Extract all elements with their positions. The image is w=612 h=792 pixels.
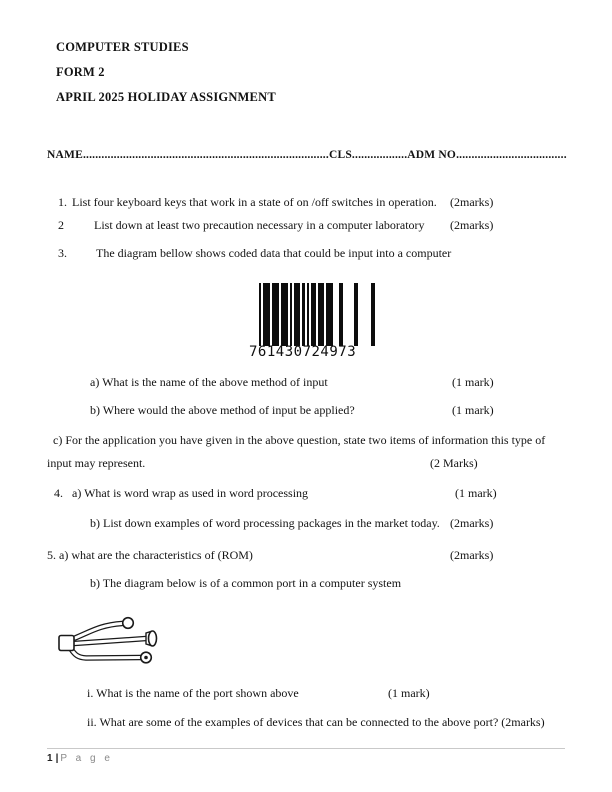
marks-label: (2marks) [450, 548, 494, 562]
assignment-title: APRIL 2025 HOLIDAY ASSIGNMENT [56, 90, 276, 104]
page-number: 1 [47, 753, 53, 764]
question-text: 5. a) what are the characteristics of (ROM) [47, 548, 253, 562]
question-3b [0, 403, 612, 419]
port-diagram-figure [52, 604, 212, 678]
question-5b [0, 576, 612, 592]
question-text: input may represent. [47, 456, 146, 470]
question-1 [0, 195, 612, 211]
adm-label: ADM NO [407, 149, 457, 161]
question-text: The diagram bellow shows coded data that could be input into a computer [96, 246, 452, 260]
question-text: ii. What are some of the examples of devices that can be connected to the above port? [87, 715, 499, 729]
marks-label: (2marks) [450, 516, 494, 530]
question-text: b) Where would the above method of input be applied? [90, 403, 355, 417]
marks-label: (2marks) [450, 218, 494, 232]
question-number: 2 [58, 218, 64, 232]
marks-label: (2 Marks) [430, 456, 478, 470]
question-number: 3. [58, 246, 67, 260]
question-2 [0, 218, 612, 234]
footer-divider [47, 748, 565, 749]
ps2-splitter-port-sketch [52, 604, 212, 678]
question-3c-line2 [0, 456, 612, 472]
marks-label: (2marks) [450, 195, 494, 209]
question-number: 1. [58, 195, 67, 209]
question-3 [0, 246, 612, 262]
question-text: List four keyboard keys that work in a state of on /off switches in operation. [72, 195, 437, 209]
footer-separator: | [55, 753, 59, 764]
question-3a [0, 375, 612, 391]
question-5a [0, 548, 612, 564]
name-label: NAME [47, 149, 83, 161]
form-level: FORM 2 [56, 65, 105, 79]
adm-blank: .................................... [456, 149, 567, 161]
question-4b [0, 516, 612, 532]
barcode-figure [257, 283, 377, 346]
class-blank: .................. [351, 149, 408, 161]
class-label: CLS [328, 149, 352, 161]
question-number: 4. [54, 486, 63, 500]
course-title: COMPUTER STUDIES [56, 40, 189, 54]
question-text: i. What is the name of the port shown above [87, 686, 299, 700]
question-text: a) What is word wrap as used in word processing [72, 486, 309, 500]
question-4a [0, 486, 612, 502]
question-text: b) List down examples of word processing packages in the market today. [90, 516, 440, 530]
student-info-line [0, 149, 612, 165]
question-text: a) What is the name of the above method of input [90, 375, 328, 389]
question-5b-ii [0, 715, 612, 731]
marks-label: (1 mark) [452, 375, 494, 389]
barcode-number: 761430724973 [249, 344, 357, 360]
header-block [0, 40, 612, 56]
marks-label: (1 mark) [455, 486, 497, 500]
barcode-bars [257, 283, 377, 346]
marks-label: (1 mark) [388, 686, 430, 700]
page-label: P a g e [60, 753, 113, 764]
question-text: c) For the application you have given in the above question, state two items of information this type of [53, 433, 546, 447]
question-5b-i [0, 686, 612, 702]
question-3c-line1 [0, 433, 612, 449]
name-blank: ................................................................................ [82, 149, 329, 161]
page-footer [47, 753, 113, 764]
marks-label: (1 mark) [452, 403, 494, 417]
question-text: List down at least two precaution necessary in a computer laboratory [94, 218, 425, 232]
marks-label: (2marks) [501, 715, 545, 729]
question-text: b) The diagram below is of a common port in a computer system [90, 576, 402, 590]
